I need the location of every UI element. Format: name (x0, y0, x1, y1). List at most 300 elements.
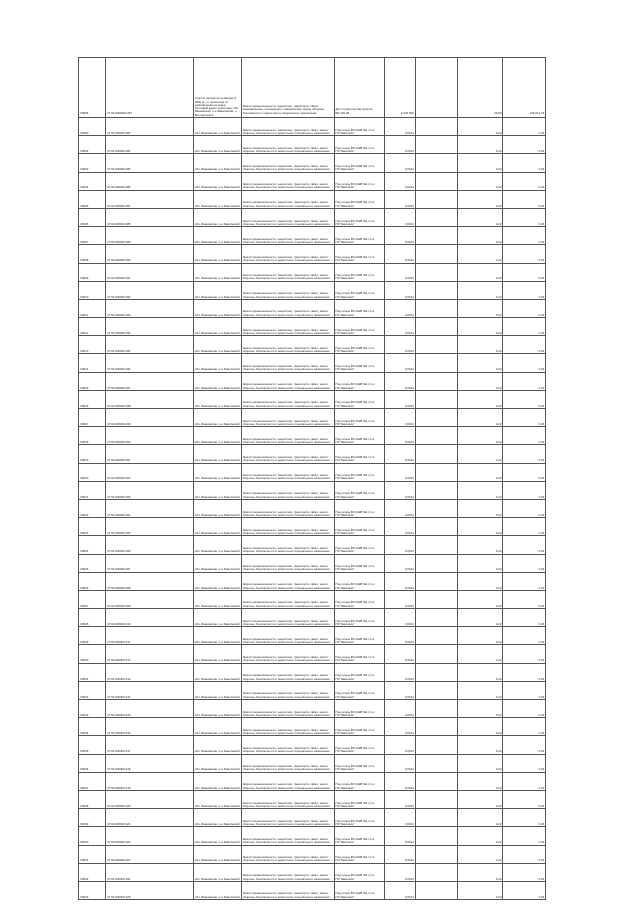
land-category-cell: Земли промышленности, энергетики, транспорта, связи, земли обороны, безопасности и земли иного специального назначения (241, 518, 334, 536)
land-category-cell: Земли промышленности, энергетики, транспорта, связи, земли обороны, безопасности и земли иного специального назначения (241, 627, 334, 645)
plot-id-cell: V0617 (79, 409, 106, 427)
value-8-cell: 0,22 (457, 609, 503, 627)
value-7-cell (415, 445, 457, 463)
table-row (79, 609, 611, 627)
land-category-cell: Земли промышленности, энергетики, транспорта, связи, земли обороны, безопасности и земли иного специального назначения (241, 863, 334, 881)
value-8-cell: 0,22 (457, 536, 503, 554)
cadastral-number-cell: 37:04:000000:318 (106, 754, 194, 772)
land-category-cell: Земли промышленности, энергетики, транспорта, связи, земли обороны, безопасности и земли иного специального назначения (241, 136, 334, 154)
value-7-cell (415, 390, 457, 408)
plot-id-cell: V0631 (79, 663, 106, 681)
value-8-cell: 0,22 (457, 809, 503, 827)
area-cell: 0,0014 (384, 445, 415, 463)
land-category-cell: Земли промышленности, энергетики, транспорта, связи, земли обороны, безопасности и земли иного специального назначения (241, 336, 334, 354)
area-cell: 0,0014 (384, 681, 415, 699)
value-7-cell (415, 172, 457, 190)
land-category-cell: Земли промышленности, энергетики, транспорта, связи, земли обороны, безопасности и земли иного специального назначения (241, 590, 334, 608)
area-cell: 0,0014 (384, 736, 415, 754)
cadastral-number-cell: 27:04:0000000:257 (106, 58, 194, 118)
cadastral-number-cell: 37:04:000000:296 (106, 354, 194, 372)
land-category-cell: Земли промышленности, энергетики, транспорта, связи, земли обороны, безопасности и земли иного специального назначения (241, 845, 334, 863)
area-cell: 0,0014 (384, 518, 415, 536)
permitted-use-cell: Под опоры ВЛ-10кВ №1 (1 от ПС"Заволжск" (334, 299, 384, 317)
value-8-cell: 0,22 (457, 299, 503, 317)
address-cell: обл. Ивановская, р-н Заволжский (193, 572, 241, 590)
plot-id-cell: V0610 (79, 281, 106, 299)
area-cell: 0,0014 (384, 845, 415, 863)
land-category-cell: Земли промышленности, энергетики, транспорта, связи, земли обороны, безопасности и земли иного специального назначения (241, 172, 334, 190)
cadastral-number-cell: 37:04:000000:298 (106, 390, 194, 408)
address-cell: обл. Ивановская, р-н Заволжский (193, 409, 241, 427)
address-cell: Участок находится примерно в 1800 м., от ориентира по направлению на север. Почтовый адрес ориентира: обл. Ивановская, р-н Заволжский, п. Волгореченск (193, 58, 241, 118)
table-row (79, 681, 611, 699)
value-9-cell: 0,04 (503, 590, 546, 608)
land-plots-table (78, 57, 611, 900)
plot-id-cell: V0641 (79, 845, 106, 863)
value-9-cell: 0,04 (503, 281, 546, 299)
table-row (79, 427, 611, 445)
table-row (79, 190, 611, 208)
value-8-cell: 0,22 (457, 718, 503, 736)
value-8-cell: 0,22 (457, 736, 503, 754)
table-row (79, 318, 611, 336)
land-category-cell: Земли промышленности, энергетики, транспорта, связи, земли обороны, безопасности и земли иного специального назначения (241, 318, 334, 336)
cadastral-number-cell: 37:04:000000:295 (106, 336, 194, 354)
area-cell: 0,0014 (384, 863, 415, 881)
permitted-use-cell: Под опоры ВЛ-10кВ №1 (1 от ПС"Заволжск" (334, 427, 384, 445)
value-9-cell: 0,04 (503, 772, 546, 790)
value-8-cell: 0,22 (457, 354, 503, 372)
value-7-cell (415, 518, 457, 536)
area-cell: 0,0014 (384, 427, 415, 445)
address-cell: обл. Ивановская, р-н Заволжский (193, 463, 241, 481)
plot-id-cell: V0616 (79, 390, 106, 408)
permitted-use-cell: Под опоры ВЛ-10кВ №1 (1 от ПС"Заволжск" (334, 809, 384, 827)
plot-id-cell: V0626 (79, 572, 106, 590)
address-cell: обл. Ивановская, р-н Заволжский (193, 427, 241, 445)
address-cell: обл. Ивановская, р-н Заволжский (193, 609, 241, 627)
plot-id-cell: V0596 (79, 58, 106, 118)
cadastral-number-cell: 37:04:000000:293 (106, 299, 194, 317)
area-cell: 0,0014 (384, 627, 415, 645)
table-row (79, 700, 611, 718)
plot-id-cell: V0609 (79, 263, 106, 281)
permitted-use-cell: Под опоры ВЛ-10кВ №1 (1 от ПС"Заволжск" (334, 700, 384, 718)
cadastral-number-cell: 37:04:000000:304 (106, 499, 194, 517)
value-8-cell: 0,22 (457, 827, 503, 845)
value-9-cell: 0,04 (503, 136, 546, 154)
plot-id-cell: V0634 (79, 718, 106, 736)
address-cell: обл. Ивановская, р-н Заволжский (193, 499, 241, 517)
land-category-cell: Земли промышленности, энергетики, транспорта, связи, земли обороны, безопасности и земли иного специального назначения (241, 645, 334, 663)
address-cell: обл. Ивановская, р-н Заволжский (193, 372, 241, 390)
value-9-cell: 0,04 (503, 718, 546, 736)
value-9-cell: 0,04 (503, 536, 546, 554)
cadastral-number-cell: 37:04:000000:315 (106, 700, 194, 718)
permitted-use-cell: Под опоры ВЛ-10кВ №1 (1 от ПС"Заволжск" (334, 318, 384, 336)
permitted-use-cell: Под опоры ВЛ-10кВ №1 (1 от ПС"Заволжск" (334, 172, 384, 190)
cadastral-number-cell: 37:04:000000:291 (106, 263, 194, 281)
permitted-use-cell: Под опоры ВЛ-10кВ №1 (1 от ПС"Заволжск" (334, 372, 384, 390)
value-9-cell: 0,04 (503, 499, 546, 517)
address-cell: обл. Ивановская, р-н Заволжский (193, 845, 241, 863)
table-row (79, 790, 611, 808)
table-body (79, 58, 611, 900)
address-cell: обл. Ивановская, р-н Заволжский (193, 590, 241, 608)
table-row (79, 554, 611, 572)
address-cell: обл. Ивановская, р-н Заволжский (193, 318, 241, 336)
value-8-cell: 0,22 (457, 590, 503, 608)
address-cell: обл. Ивановская, р-н Заволжский (193, 299, 241, 317)
table-row (79, 299, 611, 317)
value-7-cell (415, 772, 457, 790)
land-category-cell: Земли промышленности, энергетики, транспорта, связи, земли обороны, безопасности и земли иного специального назначения (241, 700, 334, 718)
land-category-cell: Земли промышленности, энергетики, транспорта, связи, земли обороны, безопасности и земли иного специального назначения (241, 245, 334, 263)
permitted-use-cell: Под опоры ВЛ-10кВ №1 (1 от ПС"Заволжск" (334, 736, 384, 754)
value-7-cell (415, 700, 457, 718)
plot-id-cell: V0623 (79, 518, 106, 536)
area-cell: 0,0014 (384, 336, 415, 354)
value-8-cell: 0,22 (457, 318, 503, 336)
plot-id-cell: V0600 (79, 118, 106, 136)
address-cell: обл. Ивановская, р-н Заволжский (193, 809, 241, 827)
plot-id-cell: V0632 (79, 681, 106, 699)
value-8-cell: 0,22 (457, 772, 503, 790)
value-9-cell: 0,04 (503, 427, 546, 445)
area-cell: 0,0014 (384, 281, 415, 299)
permitted-use-cell: Под опоры ВЛ-10кВ №1 (1 от ПС"Заволжск" (334, 718, 384, 736)
plot-id-cell: V0643 (79, 881, 106, 899)
value-9-cell: 0,04 (503, 736, 546, 754)
permitted-use-cell: Для строительства проекта ВЛ-220 кВ (334, 58, 384, 118)
value-8-cell: 0,22 (457, 845, 503, 863)
cadastral-number-cell: 37:04:000000:321 (106, 809, 194, 827)
value-8-cell: 0,22 (457, 136, 503, 154)
plot-id-cell: V0613 (79, 336, 106, 354)
value-7-cell (415, 154, 457, 172)
value-8-cell: 0,22 (457, 427, 503, 445)
address-cell: обл. Ивановская, р-н Заволжский (193, 518, 241, 536)
table-row (79, 245, 611, 263)
permitted-use-cell: Под опоры ВЛ-10кВ №1 (1 от ПС"Заволжск" (334, 499, 384, 517)
address-cell: обл. Ивановская, р-н Заволжский (193, 336, 241, 354)
plot-id-cell: V0640 (79, 827, 106, 845)
table-row (79, 590, 611, 608)
address-cell: обл. Ивановская, р-н Заволжский (193, 445, 241, 463)
area-cell: 0,0014 (384, 190, 415, 208)
permitted-use-cell: Под опоры ВЛ-10кВ №1 (1 от ПС"Заволжск" (334, 536, 384, 554)
area-cell: 0,0014 (384, 481, 415, 499)
permitted-use-cell: Под опоры ВЛ-10кВ №1 (1 от ПС"Заволжск" (334, 790, 384, 808)
table-row (79, 645, 611, 663)
land-category-cell: Земли промышленности, энергетики, транспорта, связи, земли обороны, безопасности и земли иного специального назначения (241, 118, 334, 136)
area-cell: 0,0014 (384, 663, 415, 681)
permitted-use-cell: Под опоры ВЛ-10кВ №1 (1 от ПС"Заволжск" (334, 518, 384, 536)
plot-id-cell: V0638 (79, 790, 106, 808)
table-row (79, 390, 611, 408)
value-8-cell: 0,22 (457, 554, 503, 572)
address-cell: обл. Ивановская, р-н Заволжский (193, 718, 241, 736)
cadastral-number-cell: 37:04:000000:284 (106, 136, 194, 154)
permitted-use-cell: Под опоры ВЛ-10кВ №1 (1 от ПС"Заволжск" (334, 845, 384, 863)
land-category-cell: Земли промышленности, энергетики, транспорта, связи, земли обороны, безопасности и земли иного специального назначения (241, 190, 334, 208)
permitted-use-cell: Под опоры ВЛ-10кВ №1 (1 от ПС"Заволжск" (334, 590, 384, 608)
value-7-cell (415, 554, 457, 572)
value-8-cell: 0,22 (457, 208, 503, 226)
value-8-cell: 0,22 (457, 481, 503, 499)
permitted-use-cell: Под опоры ВЛ-10кВ №1 (1 от ПС"Заволжск" (334, 663, 384, 681)
value-9-cell: 0,04 (503, 372, 546, 390)
plot-id-cell: V0629 (79, 627, 106, 645)
table-row (79, 281, 611, 299)
cadastral-number-cell: 37:04:000000:314 (106, 681, 194, 699)
value-8-cell: 0,22 (457, 172, 503, 190)
value-9-cell: 0,04 (503, 318, 546, 336)
cadastral-number-cell: 37:04:000000:316 (106, 718, 194, 736)
value-9-cell: 0,04 (503, 827, 546, 845)
permitted-use-cell: Под опоры ВЛ-10кВ №1 (1 от ПС"Заволжск" (334, 554, 384, 572)
value-9-cell: 0,04 (503, 881, 546, 899)
table-row (79, 736, 611, 754)
value-9-cell: 0,04 (503, 609, 546, 627)
area-cell: 0,0014 (384, 227, 415, 245)
value-8-cell: 0,22 (457, 245, 503, 263)
value-8-cell: 0,22 (457, 663, 503, 681)
permitted-use-cell: Под опоры ВЛ-10кВ №1 (1 от ПС"Заволжск" (334, 118, 384, 136)
value-7-cell (415, 590, 457, 608)
area-cell: 0,0014 (384, 318, 415, 336)
value-7-cell (415, 409, 457, 427)
plot-id-cell: V0624 (79, 536, 106, 554)
plot-id-cell: V0625 (79, 554, 106, 572)
value-7-cell (415, 318, 457, 336)
value-7-cell (415, 754, 457, 772)
table-row (79, 445, 611, 463)
land-category-cell: Земли промышленности, энергетики, транспорта, связи, земли обороны, безопасности и земли иного специального назначения (241, 790, 334, 808)
value-8-cell: 0,22 (457, 263, 503, 281)
value-9-cell: 0,04 (503, 681, 546, 699)
land-category-cell: Земли промышленности, энергетики, транспорта, связи, земли обороны, безопасности и земли иного специального назначения (241, 281, 334, 299)
permitted-use-cell: Под опоры ВЛ-10кВ №1 (1 от ПС"Заволжск" (334, 863, 384, 881)
address-cell: обл. Ивановская, р-н Заволжский (193, 172, 241, 190)
value-8-cell: 0,22 (457, 645, 503, 663)
cadastral-number-cell: 37:04:000000:302 (106, 463, 194, 481)
value-7-cell (415, 208, 457, 226)
table-row (79, 863, 611, 881)
land-category-cell: Земли промышленности, энергетики, транспорта, связи, земли обороны, безопасности и земли иного специального назначения (241, 208, 334, 226)
area-cell: 0,0014 (384, 118, 415, 136)
value-8-cell: 0,22 (457, 336, 503, 354)
area-cell: 0,0014 (384, 536, 415, 554)
cadastral-number-cell: 37:04:000000:325 (106, 881, 194, 899)
value-9-cell: 0,04 (503, 336, 546, 354)
cadastral-number-cell: 37:04:000000:303 (106, 481, 194, 499)
area-cell: 0,0014 (384, 700, 415, 718)
area-cell: 0,0014 (384, 208, 415, 226)
permitted-use-cell: Под опоры ВЛ-10кВ №1 (1 от ПС"Заволжск" (334, 645, 384, 663)
table-row (79, 354, 611, 372)
cadastral-number-cell: 37:04:000000:301 (106, 445, 194, 463)
table-row (79, 499, 611, 517)
area-cell: 0,0014 (384, 499, 415, 517)
value-9-cell: 0,04 (503, 627, 546, 645)
cadastral-number-cell: 37:04:000000:297 (106, 372, 194, 390)
value-9-cell: 246 014,76 (503, 58, 546, 118)
table-row (79, 772, 611, 790)
land-category-cell: Земли промышленности, энергетики, транспорта, связи, земли обороны, безопасности и земли иного специального назначения (241, 572, 334, 590)
table-row (79, 154, 611, 172)
cadastral-number-cell: 37:04:000000:317 (106, 736, 194, 754)
plot-id-cell: V0611 (79, 299, 106, 317)
value-9-cell: 0,04 (503, 445, 546, 463)
value-7-cell (415, 354, 457, 372)
table-row (79, 845, 611, 863)
area-cell: 0,0014 (384, 572, 415, 590)
table-row (79, 263, 611, 281)
land-category-cell: Земли промышленности, энергетики, транспорта, связи, земли обороны, безопасности и земли иного специального назначения (241, 554, 334, 572)
area-cell: 0,0014 (384, 881, 415, 899)
address-cell: обл. Ивановская, р-н Заволжский (193, 190, 241, 208)
permitted-use-cell: Под опоры ВЛ-10кВ №1 (1 от ПС"Заволжск" (334, 463, 384, 481)
permitted-use-cell: Под опоры ВЛ-10кВ №1 (1 от ПС"Заволжск" (334, 227, 384, 245)
address-cell: обл. Ивановская, р-н Заволжский (193, 681, 241, 699)
cadastral-number-cell: 37:04:000000:287 (106, 190, 194, 208)
permitted-use-cell: Под опоры ВЛ-10кВ №1 (1 от ПС"Заволжск" (334, 190, 384, 208)
permitted-use-cell: Под опоры ВЛ-10кВ №1 (1 от ПС"Заволжск" (334, 681, 384, 699)
plot-id-cell: V0637 (79, 772, 106, 790)
land-category-cell: Земли промышленности, энергетики, транспорта, связи, земли обороны, безопасности и земли иного специального назначения (241, 154, 334, 172)
value-9-cell: 0,04 (503, 227, 546, 245)
address-cell: обл. Ивановская, р-н Заволжский (193, 881, 241, 899)
permitted-use-cell: Под опоры ВЛ-10кВ №1 (1 от ПС"Заволжск" (334, 208, 384, 226)
land-category-cell: Земли промышленности, энергетики, транспорта, связи, земли обороны, безопасности и земли иного специального назначения (241, 427, 334, 445)
value-9-cell: 0,04 (503, 118, 546, 136)
value-9-cell: 0,04 (503, 409, 546, 427)
area-cell: 0,0014 (384, 136, 415, 154)
area-cell: 0,0014 (384, 172, 415, 190)
value-9-cell: 0,04 (503, 463, 546, 481)
area-cell: 0,0014 (384, 754, 415, 772)
permitted-use-cell: Под опоры ВЛ-10кВ №1 (1 от ПС"Заволжск" (334, 245, 384, 263)
value-7-cell (415, 372, 457, 390)
value-8-cell: 0,22 (457, 572, 503, 590)
permitted-use-cell: Под опоры ВЛ-10кВ №1 (1 от ПС"Заволжск" (334, 136, 384, 154)
plot-id-cell: V0612 (79, 318, 106, 336)
plot-id-cell: V0639 (79, 809, 106, 827)
area-cell: 0,0014 (384, 245, 415, 263)
cadastral-number-cell: 37:04:000000:299 (106, 409, 194, 427)
plot-id-cell: V0605 (79, 190, 106, 208)
value-9-cell: 0,04 (503, 809, 546, 827)
plot-id-cell: V0628 (79, 609, 106, 627)
value-7-cell (415, 427, 457, 445)
value-7-cell (415, 572, 457, 590)
address-cell: обл. Ивановская, р-н Заволжский (193, 754, 241, 772)
cadastral-number-cell: 37:04:000000:320 (106, 790, 194, 808)
address-cell: обл. Ивановская, р-н Заволжский (193, 281, 241, 299)
land-category-cell: Земли промышленности, энергетики, транспорта, связи, земли обороны, безопасности и земли иного специального назначения (241, 499, 334, 517)
value-7-cell (415, 609, 457, 627)
table-row (79, 118, 611, 136)
value-7-cell (415, 863, 457, 881)
value-9-cell: 0,04 (503, 554, 546, 572)
permitted-use-cell: Под опоры ВЛ-10кВ №1 (1 от ПС"Заволжск" (334, 609, 384, 627)
land-category-cell: Земли промышленности, энергетики, транспорта, связи, земли обороны, безопасности и земли иного специального назначения (241, 227, 334, 245)
permitted-use-cell: Под опоры ВЛ-10кВ №1 (1 от ПС"Заволжск" (334, 754, 384, 772)
land-category-cell: Земли промышленности, энергетики, транспорта, связи, земли обороны, безопасности и земли иного специального назначения (241, 809, 334, 827)
value-9-cell: 0,04 (503, 790, 546, 808)
cadastral-number-cell: 37:04:000000:323 (106, 845, 194, 863)
value-9-cell: 0,04 (503, 245, 546, 263)
permitted-use-cell: Под опоры ВЛ-10кВ №1 (1 от ПС"Заволжск" (334, 390, 384, 408)
address-cell: обл. Ивановская, р-н Заволжский (193, 700, 241, 718)
address-cell: обл. Ивановская, р-н Заволжский (193, 536, 241, 554)
address-cell: обл. Ивановская, р-н Заволжский (193, 154, 241, 172)
address-cell: обл. Ивановская, р-н Заволжский (193, 827, 241, 845)
permitted-use-cell: Под опоры ВЛ-10кВ №1 (1 от ПС"Заволжск" (334, 827, 384, 845)
value-7-cell (415, 827, 457, 845)
land-category-cell: Земли промышленности, энергетики, транспорта, связи, земли обороны, безопасности и земли иного специального назначения (241, 354, 334, 372)
plot-id-cell: V0607 (79, 227, 106, 245)
value-9-cell: 0,04 (503, 700, 546, 718)
table-row (79, 827, 611, 845)
cadastral-number-cell: 37:04:000000:324 (106, 863, 194, 881)
value-8-cell: 0,22 (457, 281, 503, 299)
table-row (79, 572, 611, 590)
address-cell: обл. Ивановская, р-н Заволжский (193, 790, 241, 808)
cadastral-number-cell: 37:04:000000:290 (106, 245, 194, 263)
value-8-cell: 0,22 (457, 881, 503, 899)
value-9-cell: 0,04 (503, 754, 546, 772)
value-8-cell: 0,22 (457, 754, 503, 772)
permitted-use-cell: Под опоры ВЛ-10кВ №1 (1 от ПС"Заволжск" (334, 881, 384, 899)
plot-id-cell: V0633 (79, 700, 106, 718)
area-cell: 6 440 000 (384, 58, 415, 118)
cadastral-number-cell: 37:04:000000:307 (106, 554, 194, 572)
value-7-cell (415, 245, 457, 263)
cadastral-number-cell: 37:04:000000:292 (106, 281, 194, 299)
area-cell: 0,0014 (384, 409, 415, 427)
value-7-cell (415, 881, 457, 899)
value-7-cell (415, 136, 457, 154)
area-cell: 0,0014 (384, 354, 415, 372)
land-category-cell: Земли промышленности, энергетики, транспорта, связи, земли обороны, безопасности и земли иного специального назначения (241, 754, 334, 772)
value-8-cell: 0,22 (457, 409, 503, 427)
plot-id-cell: V0620 (79, 463, 106, 481)
table-row (79, 463, 611, 481)
address-cell: обл. Ивановская, р-н Заволжский (193, 863, 241, 881)
value-8-cell: 0,22 (457, 154, 503, 172)
value-8-cell: 0,22 (457, 227, 503, 245)
value-9-cell: 0,04 (503, 299, 546, 317)
permitted-use-cell: Под опоры ВЛ-10кВ №1 (1 от ПС"Заволжск" (334, 336, 384, 354)
value-7-cell (415, 481, 457, 499)
permitted-use-cell: Под опоры ВЛ-10кВ №1 (1 от ПС"Заволжск" (334, 354, 384, 372)
plot-id-cell: V0630 (79, 645, 106, 663)
permitted-use-cell: Под опоры ВЛ-10кВ №1 (1 от ПС"Заволжск" (334, 409, 384, 427)
value-9-cell: 0,04 (503, 518, 546, 536)
plot-id-cell: V0604 (79, 172, 106, 190)
cadastral-number-cell: 37:04:000000:310 (106, 609, 194, 627)
plot-id-cell: V0642 (79, 863, 106, 881)
value-7-cell (415, 663, 457, 681)
value-9-cell: 0,04 (503, 481, 546, 499)
land-category-cell: Земли промышленности, энергетики, транспорта, связи, земли обороны, безопасности и земли иного специального назначения (241, 390, 334, 408)
cadastral-number-cell: 37:04:000000:288 (106, 208, 194, 226)
table-row (79, 172, 611, 190)
value-8-cell: 0,22 (457, 445, 503, 463)
value-8-cell: 0,22 (457, 681, 503, 699)
